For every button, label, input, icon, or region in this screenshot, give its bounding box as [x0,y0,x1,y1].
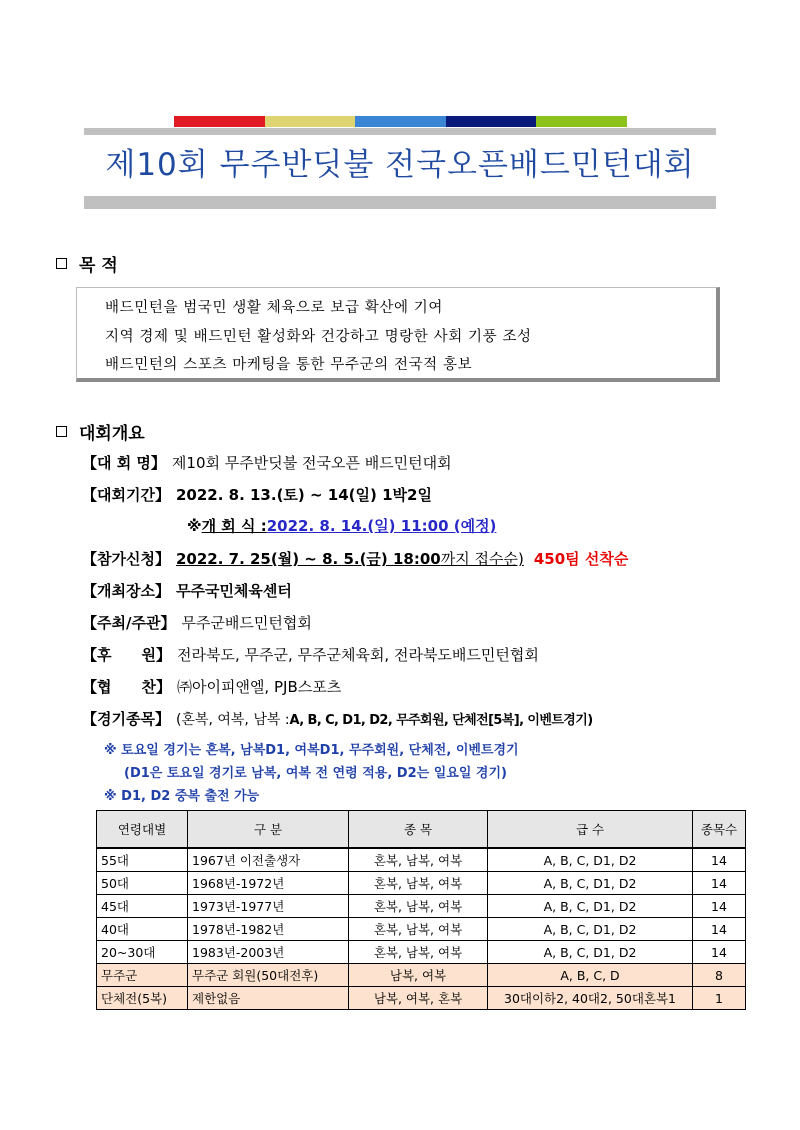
opening-value: 2022. 8. 14.(일) 11:00 (예정) [266,517,497,535]
table-header-row [97,811,746,849]
overview-opening-row [187,515,496,536]
overview-support-row [82,676,341,697]
table-cell: 혼복, 남복, 여복 [349,872,488,895]
table-cell: 1978년-1982년 [188,918,349,941]
overview-name-row [82,452,452,473]
table-cell: 혼복, 남복, 여복 [349,895,488,918]
note-line: (D1은 토요일 경기로 남복, 여복 전 연령 적용, D2는 일요일 경기) [124,766,507,781]
table-row-highlighted [97,987,746,1010]
table-row [97,872,746,895]
table-cell: 55대 [97,848,188,872]
page-title: 제10회 무주반딧불 전국오픈배드민턴대회 [105,147,695,183]
table-cell: 혼복, 남복, 여복 [349,941,488,964]
table-row-highlighted [97,964,746,987]
column-header: 종목수 [693,811,746,849]
table-cell: A, B, C, D1, D2 [488,918,693,941]
color-strip-segment [536,116,627,127]
overview-host-label: 【주최/주관】 [82,614,176,632]
table-cell: 40대 [97,918,188,941]
overview-support-label: 【협 찬】 [82,678,171,696]
entries-table [96,810,746,1010]
section-overview-heading [56,419,145,444]
overview-events-prefix: (혼복, 여복, 남복 : [175,712,290,728]
column-header: 급 수 [488,811,693,849]
table-row [97,895,746,918]
table-cell: 혼복, 남복, 여복 [349,918,488,941]
table-cell: 8 [693,964,746,987]
table-cell: A, B, C, D1, D2 [488,848,693,872]
opening-prefix: ※ [187,517,202,535]
table-cell: A, B, C, D [488,964,693,987]
note-line: ※ D1, D2 중복 출전 가능 [104,789,260,804]
table-cell: 남복, 여복, 혼복 [349,987,488,1010]
table-cell: 1983년-2003년 [188,941,349,964]
table-cell: 무주군 [97,964,188,987]
table-cell: 1967년 이전출생자 [188,848,349,872]
column-header: 연령대별 [97,811,188,849]
overview-events-row [82,708,593,729]
section-purpose-heading [56,251,118,276]
overview-sponsor-row [82,644,539,665]
purpose-box [76,287,720,382]
table-cell: 45대 [97,895,188,918]
overview-name-label: 【대 회 명】 [82,454,166,472]
checkbox-icon [56,258,67,269]
table-cell: 14 [693,918,746,941]
overview-events-value: A, B, C, D1, D2, 무주회원, 단체전[5복], 이벤트경기) [289,713,593,728]
color-strip-segment [446,116,537,127]
table-cell: 14 [693,848,746,872]
overview-registration-label: 【참가신청】 [82,550,170,568]
section-overview-title: 대회개요 [79,424,145,444]
table-row [97,918,746,941]
overview-venue-row [82,580,292,601]
table-row [97,941,746,964]
opening-label: 개 회 식 : [201,517,267,535]
title-top-rule [84,128,716,135]
purpose-item: 배드민턴을 범국민 생활 체육으로 보급 확산에 기여 [105,300,443,316]
purpose-item: 배드민턴의 스포츠 마케팅을 통한 무주군의 전국적 홍보 [105,357,473,373]
overview-host-value: 무주군배드민턴협회 [181,614,312,632]
overview-venue-label: 【개최장소】 [82,582,170,600]
table-cell: 30대이하2, 40대2, 50대혼복1 [488,987,693,1010]
table-cell: 14 [693,941,746,964]
table-cell: 무주군 회원(50대전후) [188,964,349,987]
overview-venue-value: 무주국민체육센터 [175,582,292,600]
table-cell: 남복, 여복 [349,964,488,987]
table-cell: 단체전(5복) [97,987,188,1010]
overview-sponsor-value: 전라북도, 무주군, 무주군체육회, 전라북도배드민턴협회 [176,646,539,664]
table-cell: 1968년-1972년 [188,872,349,895]
overview-events-label: 【경기종목】 [82,710,170,728]
purpose-item: 지역 경제 및 배드민턴 활성화와 건강하고 명랑한 사회 기풍 조성 [105,328,532,345]
table-cell: A, B, C, D1, D2 [488,941,693,964]
overview-name-value: 제10회 무주반딧불 전국오픈 배드민턴대회 [171,454,452,472]
overview-support-value: ㈜아이피앤엘, PJB스포츠 [176,678,342,696]
color-strip-segment [174,116,265,127]
overview-period-row [82,484,432,505]
note-line: ※ 토요일 경기는 혼복, 남복D1, 여복D1, 무주회원, 단체전, 이벤트경기 [104,743,519,758]
table-cell: 제한없음 [188,987,349,1010]
section-purpose-title: 목 적 [79,256,118,276]
table-cell: 20~30대 [97,941,188,964]
overview-registration-value: 2022. 7. 25(월) ~ 8. 5.(금) 18:00 [175,550,441,568]
overview-period-label: 【대회기간】 [82,486,170,504]
table-row [97,848,746,872]
overview-sponsor-label: 【후 원】 [82,646,171,664]
table-cell: 50대 [97,872,188,895]
title-bottom-rule [84,196,716,209]
table-cell: 1973년-1977년 [188,895,349,918]
overview-registration-row [82,548,628,569]
color-strip-segment [265,116,356,127]
table-cell: 1 [693,987,746,1010]
table-cell: A, B, C, D1, D2 [488,895,693,918]
overview-host-row [82,612,312,633]
table-cell: 14 [693,872,746,895]
overview-registration-limit: 450팀 선착순 [533,550,629,568]
column-header: 구 분 [188,811,349,849]
color-strip-segment [355,116,446,127]
overview-period-value: 2022. 8. 13.(토) ~ 14(일) 1박2일 [175,486,432,504]
color-strip [174,116,627,127]
column-header: 종 목 [349,811,488,849]
checkbox-icon [56,426,67,437]
table-cell: 혼복, 남복, 여복 [349,848,488,872]
overview-registration-suffix: 까지 접수순) [440,550,524,568]
table-cell: A, B, C, D1, D2 [488,872,693,895]
table-cell: 14 [693,895,746,918]
